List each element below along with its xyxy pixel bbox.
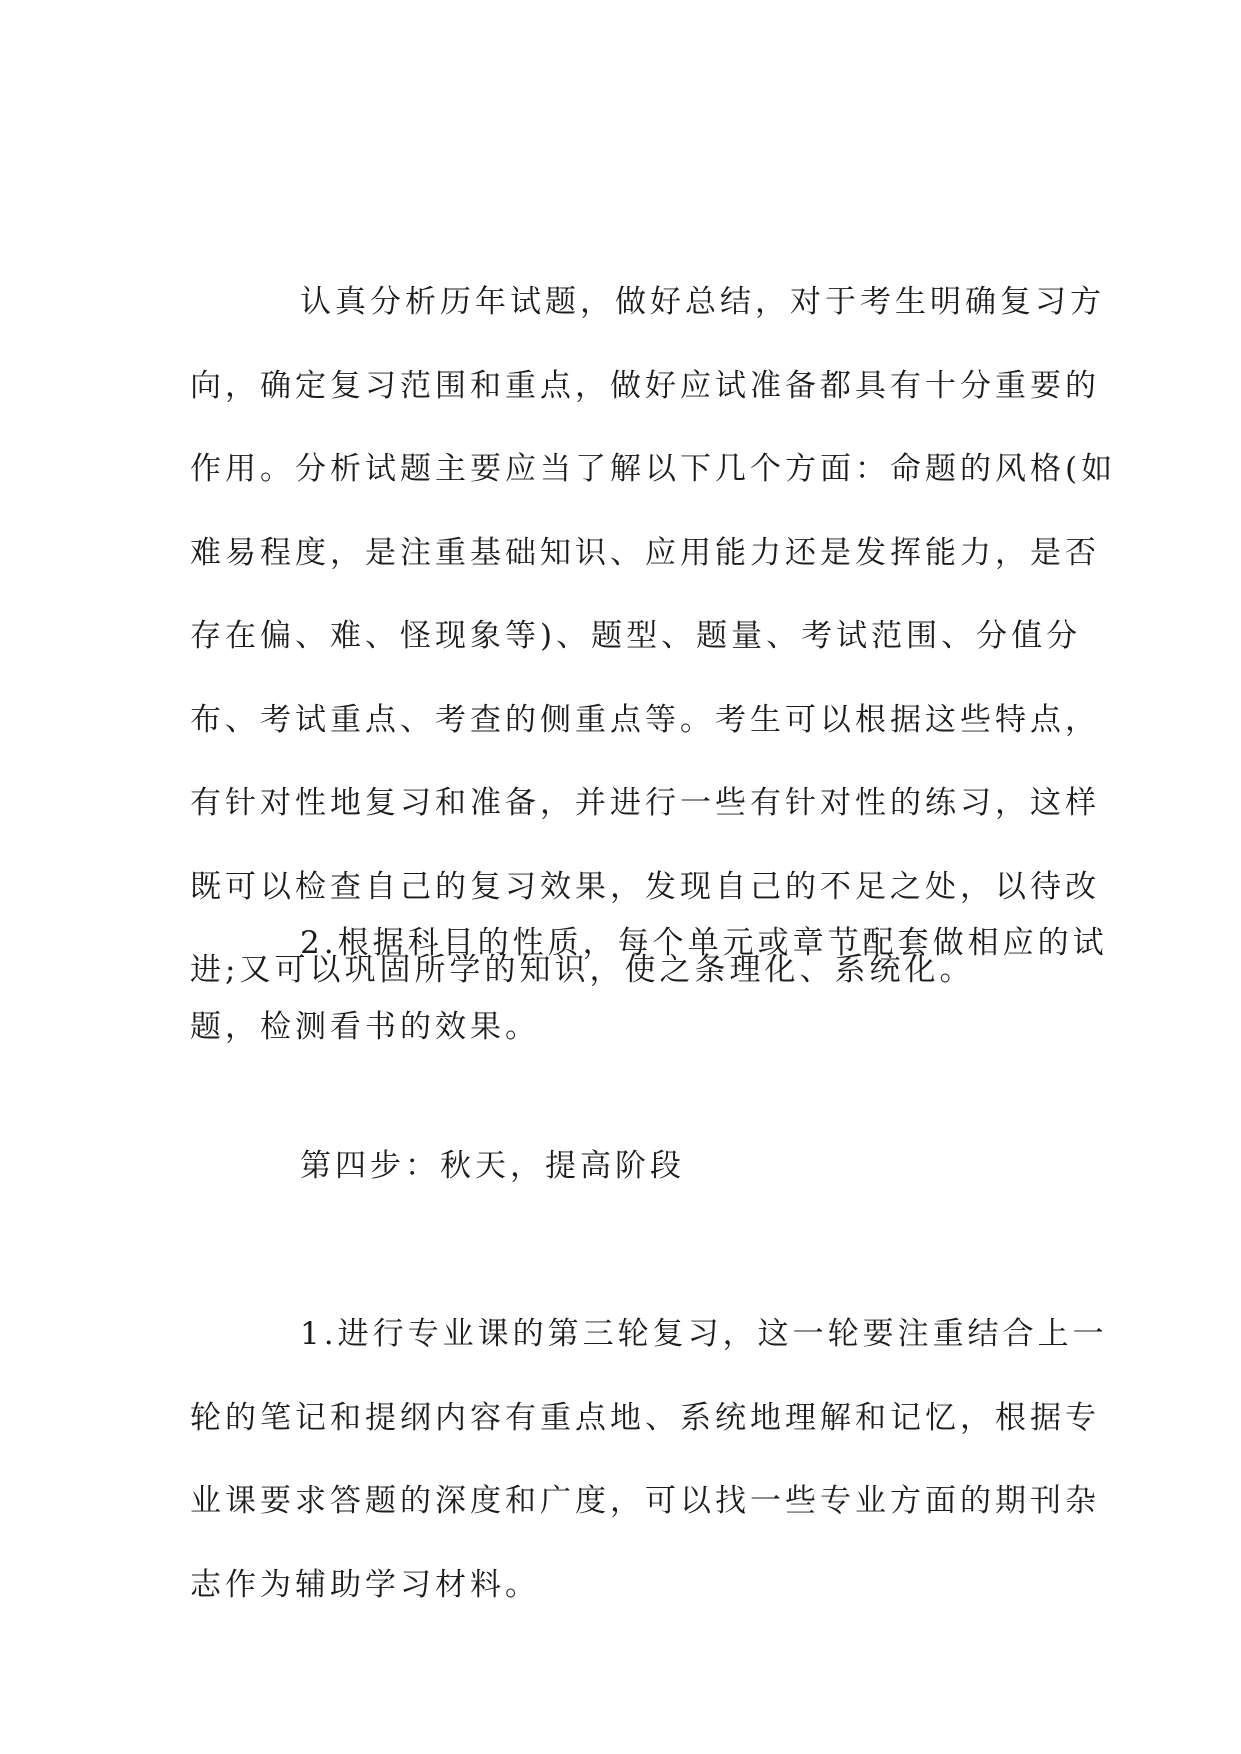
text-line: 作用。分析试题主要应当了解以下几个方面：命题的风格(如 bbox=[190, 451, 1117, 487]
text-line: 志作为辅助学习材料。 bbox=[190, 1566, 540, 1603]
heading-line: 第四步：秋天，提高阶段 bbox=[300, 1148, 685, 1184]
text-line: 进;又可以巩固所学的知识，使之条理化、系统化。 bbox=[190, 952, 975, 988]
text-line: 轮的笔记和提纲内容有重点地、系统地理解和记忆，根据专 bbox=[190, 1399, 1100, 1436]
text-line: 向，确定复习范围和重点，做好应试准备都具有十分重要的 bbox=[190, 367, 1100, 404]
section-heading bbox=[190, 1148, 1050, 1184]
paragraph-exam-analysis bbox=[190, 284, 1117, 988]
text-line: 题，检测看书的效果。 bbox=[190, 1008, 540, 1045]
text-line: 既可以检查自己的复习效果，发现自己的不足之处，以待改 bbox=[190, 868, 1100, 905]
text-line: 有针对性地复习和准备，并进行一些有针对性的练习，这样 bbox=[190, 785, 1100, 821]
text-line: 业课要求答题的深度和广度，可以找一些专业方面的期刊杂 bbox=[190, 1483, 1100, 1519]
text-line: 难易程度，是注重基础知识、应用能力还是发挥能力，是否 bbox=[190, 534, 1100, 571]
text-line: 存在偏、难、怪现象等)、题型、题量、考试范围、分值分 bbox=[190, 618, 1082, 654]
text-line: 1.进行专业课的第三轮复习，这一轮要注重结合上一 bbox=[300, 1316, 1108, 1352]
text-line: 2.根据科目的性质，每个单元或章节配套做相应的试 bbox=[300, 925, 1108, 961]
paragraph-step-1 bbox=[190, 1316, 1108, 1603]
text-line: 认真分析历年试题，做好总结，对于考生明确复习方 bbox=[300, 284, 1105, 320]
text-line: 布、考试重点、考查的侧重点等。考生可以根据这些特点， bbox=[190, 701, 1100, 738]
paragraph-step-2 bbox=[190, 925, 1108, 1045]
